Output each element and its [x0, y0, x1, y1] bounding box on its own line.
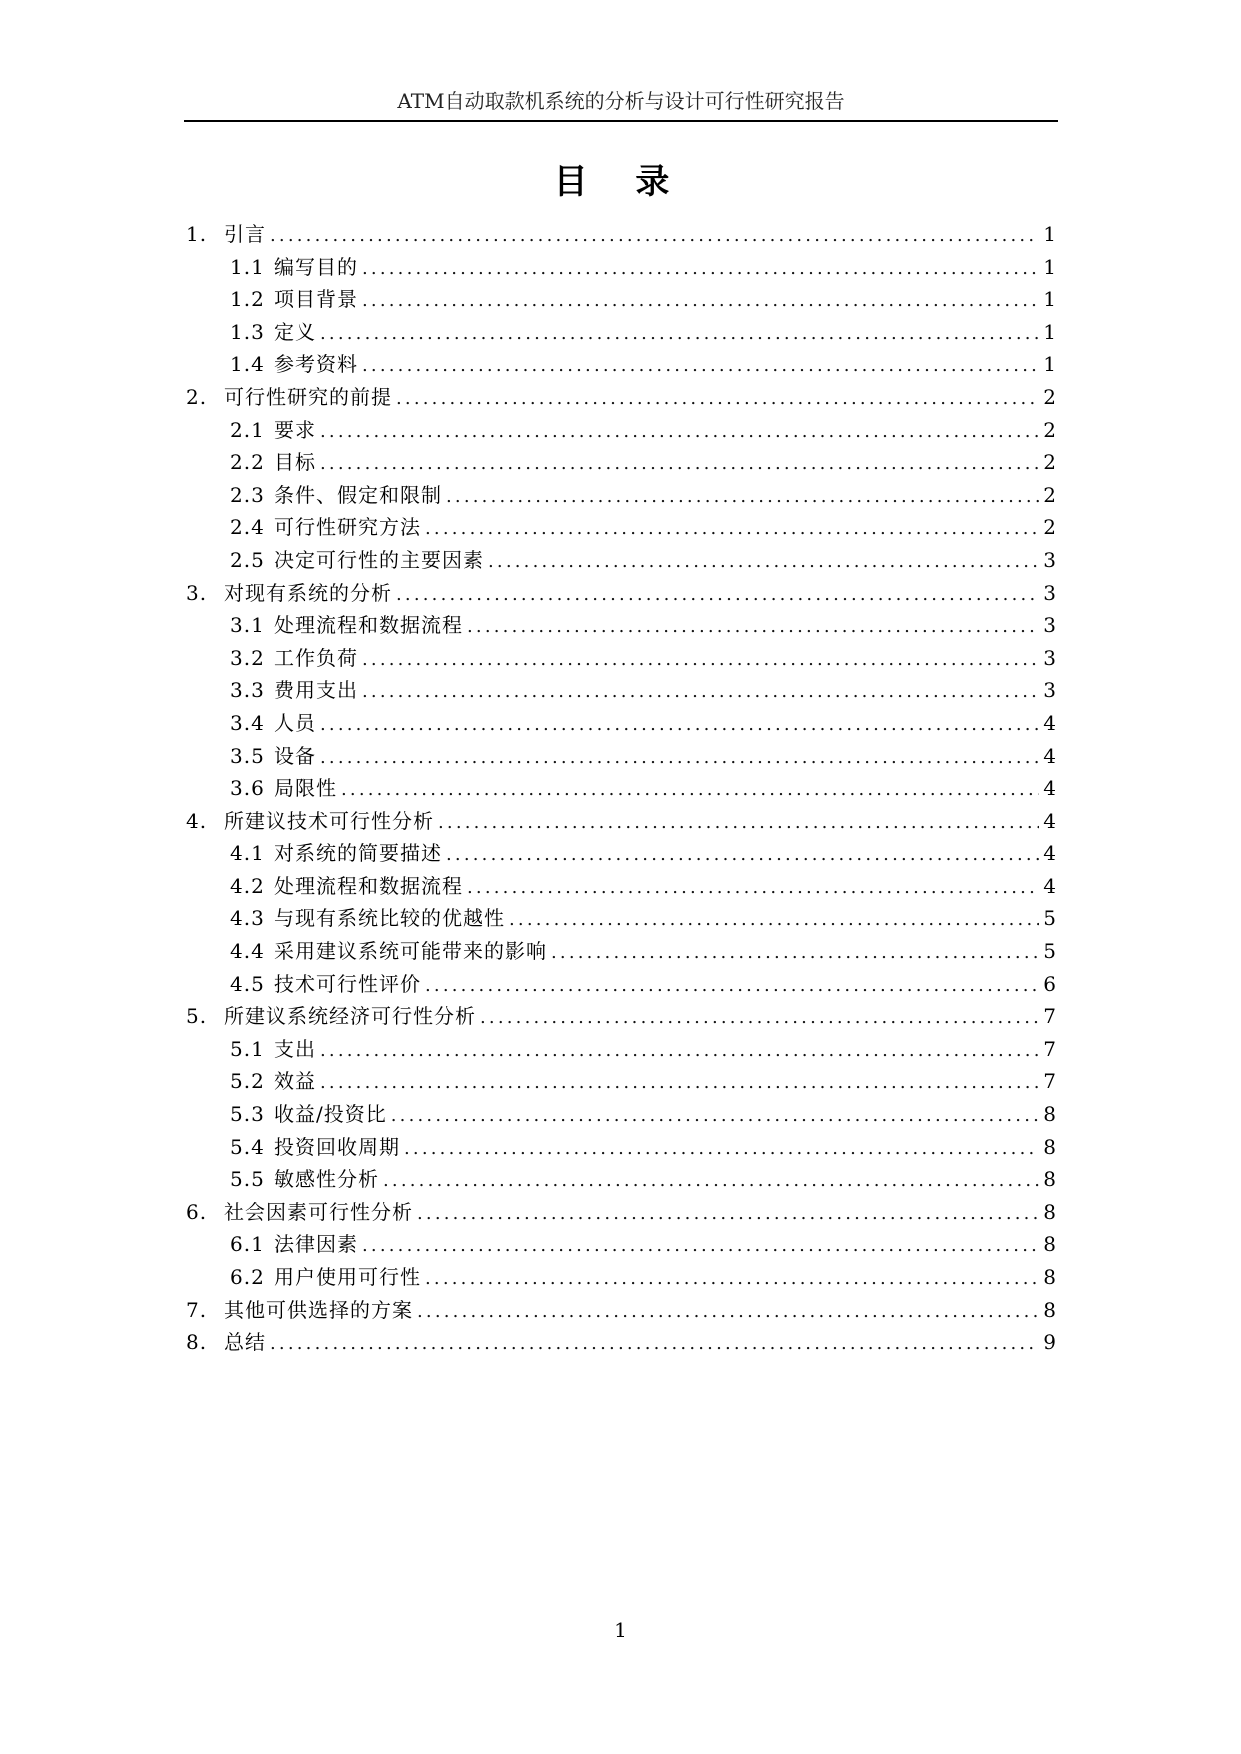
header-title: ATM自动取款机系统的分析与设计可行性研究报告	[397, 89, 845, 113]
toc-entry-number: 2.4	[230, 515, 265, 540]
dot-leader	[396, 383, 1039, 416]
dot-leader	[320, 709, 1039, 742]
dot-leader	[467, 611, 1039, 644]
toc-entry-title: 敏感性分析	[274, 1167, 379, 1192]
toc-entry-title: 工作负荷	[274, 645, 358, 670]
toc-entry-title: 条件、假定和限制	[274, 482, 442, 507]
toc-entry-page: 4	[1043, 841, 1056, 866]
dot-leader	[417, 1296, 1039, 1329]
toc-entry-page: 3	[1043, 678, 1056, 703]
dot-leader	[341, 774, 1039, 807]
toc-entry-page: 4	[1043, 808, 1056, 833]
toc-entry-page: 4	[1043, 873, 1056, 898]
dot-leader	[425, 513, 1039, 546]
toc-entry-title: 收益/投资比	[274, 1102, 387, 1127]
toc-entry-page: 1	[1043, 254, 1056, 279]
dot-leader	[383, 1165, 1039, 1198]
toc-entry-number: 4.2	[230, 873, 265, 898]
dot-leader	[446, 481, 1039, 514]
dot-leader	[270, 1328, 1039, 1361]
toc-entry-title: 技术可行性评价	[274, 971, 421, 996]
toc-section-entry[interactable]	[186, 251, 1056, 284]
toc-entry-title: 用户使用可行性	[274, 1265, 421, 1289]
dot-leader	[362, 644, 1039, 677]
dot-leader	[425, 1263, 1039, 1296]
toc-entry-number: 3.5	[230, 743, 265, 768]
toc-entry-page: 8	[1043, 1265, 1056, 1289]
toc-section-entry[interactable]	[186, 544, 1056, 577]
toc-entry-number: 4.3	[230, 906, 265, 931]
toc-entry-title: 所建议系统经济可行性分析	[224, 1004, 476, 1029]
toc-entry-number: 6.2	[230, 1265, 265, 1289]
toc-entry-title: 要求	[274, 417, 316, 442]
toc-entry-title: 其他可供选择的方案	[224, 1297, 413, 1322]
toc-entry-number: 4.5	[230, 971, 265, 996]
toc-entry-page: 8	[1043, 1102, 1056, 1127]
toc-entry-page: 7	[1043, 1036, 1056, 1061]
toc-entry-title: 引言	[224, 222, 266, 246]
toc-section-entry[interactable]	[186, 348, 1056, 381]
dot-leader	[467, 872, 1039, 905]
toc-entry-number: 6.1	[230, 1232, 265, 1257]
toc-entry-page: 5	[1043, 939, 1056, 964]
toc-section-entry[interactable]	[186, 1065, 1056, 1098]
toc-section-entry[interactable]	[186, 642, 1056, 675]
toc-entry-title: 费用支出	[274, 678, 358, 703]
toc-entry-title: 支出	[274, 1036, 316, 1061]
dot-leader	[446, 839, 1039, 872]
toc-entry-number: 5.3	[230, 1102, 265, 1127]
toc-entry-page: 4	[1043, 743, 1056, 768]
toc-entry-title: 项目背景	[274, 287, 358, 312]
toc-entry-number: 4.4	[230, 939, 265, 964]
toc-entry-page: 1	[1043, 352, 1056, 377]
toc-entry-title: 采用建议系统可能带来的影响	[274, 939, 547, 964]
toc-entry-number: 3.3	[230, 678, 265, 703]
toc-section-entry[interactable]	[186, 1163, 1056, 1196]
toc-entry-number: 1.4	[230, 352, 265, 377]
dot-leader	[438, 807, 1039, 840]
toc-entry-title: 社会因素可行性分析	[224, 1199, 413, 1224]
toc-entry-number: 4.1	[230, 841, 265, 866]
toc-entry-page: 3	[1043, 580, 1056, 605]
toc-entry-title: 决定可行性的主要因素	[274, 547, 484, 572]
toc-entry-number: 2.5	[230, 547, 265, 572]
toc-entry-page: 4	[1043, 776, 1056, 801]
toc-entry-number: 2.2	[230, 450, 265, 475]
toc-chapter-entry[interactable]	[186, 381, 1056, 414]
dot-leader	[396, 579, 1039, 612]
dot-leader	[362, 676, 1039, 709]
toc-entry-page: 2	[1043, 450, 1056, 475]
toc-section-entry[interactable]	[186, 837, 1056, 870]
toc-entry-page: 8	[1043, 1232, 1056, 1257]
toc-section-entry[interactable]	[186, 1131, 1056, 1164]
toc-entry-number: 5.5	[230, 1167, 265, 1192]
toc-entry-page: 6	[1043, 971, 1056, 996]
toc-entry-number: 3.4	[230, 710, 265, 735]
toc-section-entry[interactable]	[186, 414, 1056, 447]
dot-leader	[362, 285, 1039, 318]
toc-entry-title: 参考资料	[274, 352, 358, 377]
toc-section-entry[interactable]	[186, 902, 1056, 935]
toc-entry-number: 5.	[186, 1004, 208, 1029]
toc-section-entry[interactable]	[186, 1098, 1056, 1131]
toc-section-entry[interactable]	[186, 935, 1056, 968]
toc-entry-number: 8.	[186, 1330, 208, 1355]
toc-entry-page: 7	[1043, 1069, 1056, 1094]
dot-leader	[320, 1035, 1039, 1068]
toc-entry-page: 2	[1043, 417, 1056, 442]
page-number: 1	[614, 1618, 627, 1642]
toc-chapter-entry[interactable]	[186, 1000, 1056, 1033]
toc-section-entry[interactable]	[186, 968, 1056, 1001]
toc-section-entry[interactable]	[186, 772, 1056, 805]
toc-entry-number: 5.2	[230, 1069, 265, 1094]
toc-section-entry[interactable]	[186, 870, 1056, 903]
dot-leader	[509, 904, 1039, 937]
toc-entry-title: 所建议技术可行性分析	[224, 808, 434, 833]
toc-entry-page: 5	[1043, 906, 1056, 931]
dot-leader	[480, 1002, 1039, 1035]
toc-entry-title: 可行性研究的前提	[224, 384, 392, 409]
toc-entry-title: 人员	[274, 710, 316, 735]
toc-entry-title: 效益	[274, 1069, 316, 1094]
dot-leader	[488, 546, 1039, 579]
dot-leader	[320, 318, 1039, 351]
toc-entry-number: 2.1	[230, 417, 265, 442]
dot-leader	[404, 1133, 1039, 1166]
toc-entry-title: 可行性研究方法	[274, 515, 421, 540]
toc-entry-title: 投资回收周期	[274, 1134, 400, 1159]
toc-entry-page: 9	[1043, 1330, 1056, 1355]
toc-section-entry[interactable]	[186, 707, 1056, 740]
toc-chapter-entry[interactable]	[186, 218, 1056, 251]
toc-entry-number: 2.	[186, 384, 208, 409]
toc-entry-number: 1.3	[230, 319, 265, 344]
toc-entry-page: 1	[1043, 319, 1056, 344]
dot-leader	[551, 937, 1039, 970]
toc-section-entry[interactable]	[186, 446, 1056, 479]
toc-section-entry[interactable]	[186, 511, 1056, 544]
toc-entry-page: 3	[1043, 613, 1056, 638]
dot-leader	[320, 416, 1039, 449]
toc-chapter-entry[interactable]	[186, 577, 1056, 610]
toc-entry-number: 1.2	[230, 287, 265, 312]
dot-leader	[320, 448, 1039, 481]
toc-entry-page: 7	[1043, 1004, 1056, 1029]
toc-entry-page: 1	[1043, 222, 1056, 246]
toc-entry-number: 1.1	[230, 254, 265, 279]
toc-entry-number: 6.	[186, 1199, 208, 1224]
toc-section-entry[interactable]	[186, 283, 1056, 316]
toc-entry-number: 3.1	[230, 613, 265, 638]
toc-section-entry[interactable]	[186, 1261, 1056, 1294]
dot-leader	[417, 1198, 1039, 1231]
toc-entry-page: 2	[1043, 515, 1056, 540]
toc-entry-title: 处理流程和数据流程	[274, 613, 463, 638]
dot-leader	[362, 253, 1039, 286]
dot-leader	[320, 1067, 1039, 1100]
toc-entry-page: 8	[1043, 1134, 1056, 1159]
toc-section-entry[interactable]	[186, 479, 1056, 512]
toc-title: 目 录	[553, 162, 688, 202]
toc-section-entry[interactable]	[186, 316, 1056, 349]
toc-chapter-entry[interactable]	[186, 1196, 1056, 1229]
dot-leader	[320, 742, 1039, 775]
toc-section-entry[interactable]	[186, 1228, 1056, 1261]
toc-entry-page: 1	[1043, 287, 1056, 312]
toc-entry-page: 4	[1043, 710, 1056, 735]
toc-entry-page: 8	[1043, 1199, 1056, 1224]
toc-entry-page: 3	[1043, 645, 1056, 670]
toc-entry-title: 目标	[274, 450, 316, 475]
dot-leader	[425, 970, 1039, 1003]
toc-entry-title: 总结	[224, 1330, 266, 1355]
toc-section-entry[interactable]	[186, 740, 1056, 773]
table-of-contents	[186, 218, 1056, 1359]
toc-entry-title: 局限性	[274, 776, 337, 801]
toc-entry-title: 定义	[274, 319, 316, 344]
toc-chapter-entry[interactable]	[186, 1294, 1056, 1327]
toc-entry-number: 4.	[186, 808, 208, 833]
toc-entry-number: 7.	[186, 1297, 208, 1322]
toc-entry-number: 5.1	[230, 1036, 265, 1061]
dot-leader	[270, 220, 1039, 253]
dot-leader	[362, 350, 1039, 383]
toc-chapter-entry[interactable]	[186, 805, 1056, 838]
toc-entry-number: 2.3	[230, 482, 265, 507]
toc-section-entry[interactable]	[186, 1033, 1056, 1066]
toc-entry-title: 编写目的	[274, 254, 358, 279]
toc-chapter-entry[interactable]	[186, 1326, 1056, 1359]
toc-entry-page: 3	[1043, 547, 1056, 572]
toc-entry-page: 8	[1043, 1297, 1056, 1322]
toc-entry-title: 与现有系统比较的优越性	[274, 906, 505, 931]
running-header	[184, 86, 1058, 122]
toc-entry-page: 2	[1043, 482, 1056, 507]
toc-entry-title: 处理流程和数据流程	[274, 873, 463, 898]
toc-section-entry[interactable]	[186, 674, 1056, 707]
toc-entry-title: 法律因素	[274, 1232, 358, 1257]
toc-entry-number: 3.2	[230, 645, 265, 670]
dot-leader	[362, 1230, 1039, 1263]
toc-entry-title: 对现有系统的分析	[224, 580, 392, 605]
toc-section-entry[interactable]	[186, 609, 1056, 642]
dot-leader	[391, 1100, 1040, 1133]
toc-entry-number: 5.4	[230, 1134, 265, 1159]
toc-entry-title: 对系统的简要描述	[274, 841, 442, 866]
toc-entry-number: 1.	[186, 222, 208, 246]
toc-entry-page: 2	[1043, 384, 1056, 409]
toc-entry-number: 3.	[186, 580, 208, 605]
toc-entry-page: 8	[1043, 1167, 1056, 1192]
toc-entry-number: 3.6	[230, 776, 265, 801]
toc-entry-title: 设备	[274, 743, 316, 768]
